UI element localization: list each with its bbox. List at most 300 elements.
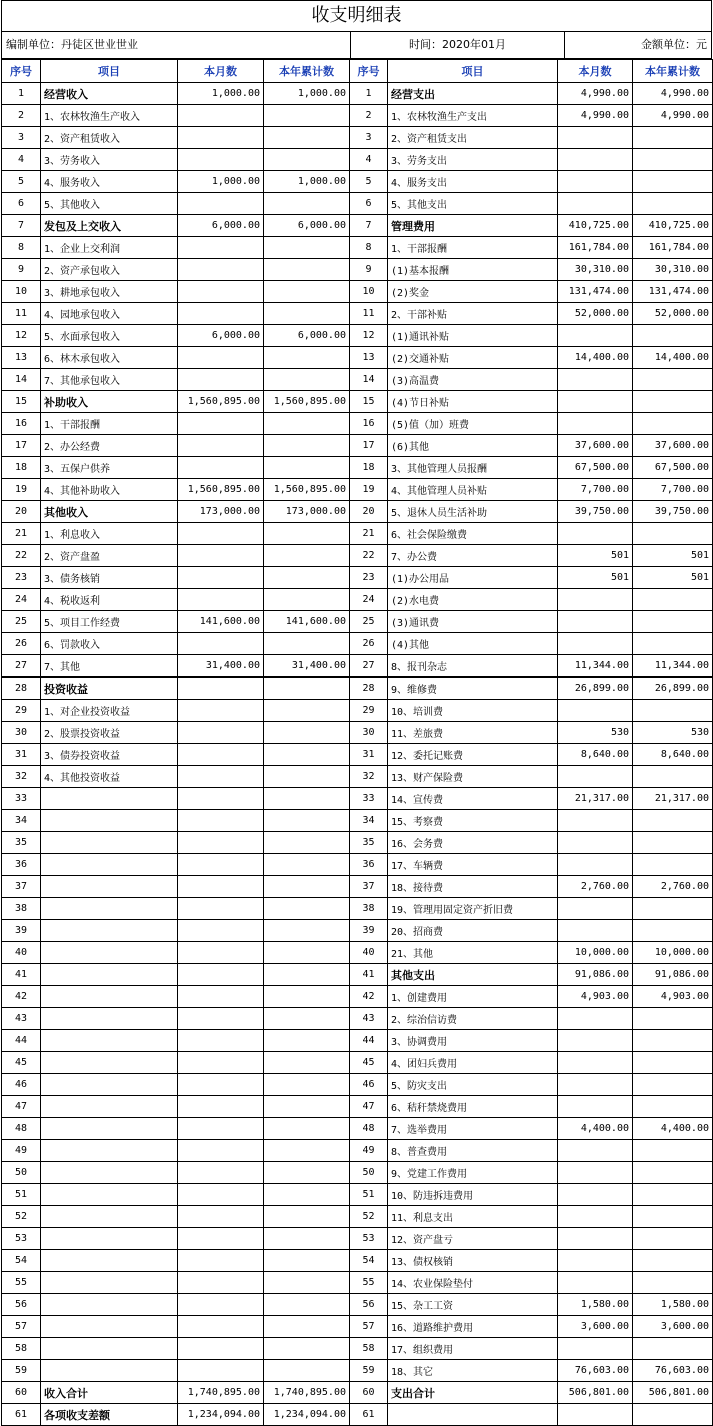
left-ytd-cell: 1,000.00 (264, 171, 350, 193)
right-ytd-cell (633, 1206, 713, 1228)
right-no-cell: 32 (350, 766, 388, 788)
left-no-cell: 19 (2, 479, 41, 501)
table-row (2, 1206, 713, 1228)
right-item-cell: (6)其他 (388, 435, 558, 457)
right-no-cell: 50 (350, 1162, 388, 1184)
left-item-cell (41, 1030, 178, 1052)
left-ytd-cell (264, 303, 350, 325)
right-month-cell (558, 589, 633, 611)
left-item-cell: 5、其他收入 (41, 193, 178, 215)
right-month-cell: 506,801.00 (558, 1382, 633, 1404)
right-month-cell (558, 854, 633, 876)
left-no-cell: 5 (2, 171, 41, 193)
left-no-cell: 47 (2, 1096, 41, 1118)
right-item-cell: 12、资产盘亏 (388, 1228, 558, 1250)
right-item-cell: (4)节日补贴 (388, 391, 558, 413)
right-no-cell: 4 (350, 149, 388, 171)
right-no-cell: 43 (350, 1008, 388, 1030)
left-month-cell: 6,000.00 (178, 325, 264, 347)
left-no-cell: 24 (2, 589, 41, 611)
table-row (2, 347, 713, 369)
right-ytd-cell (633, 1074, 713, 1096)
right-item-cell: 2、资产租赁支出 (388, 127, 558, 149)
right-month-cell (558, 127, 633, 149)
right-item-cell: 15、考察费 (388, 810, 558, 832)
right-month-cell: 8,640.00 (558, 744, 633, 766)
left-ytd-cell (264, 986, 350, 1008)
left-no-cell: 43 (2, 1008, 41, 1030)
left-no-cell: 28 (2, 677, 41, 700)
left-ytd-cell (264, 633, 350, 655)
right-ytd-cell: 39,750.00 (633, 501, 713, 523)
right-ytd-cell (633, 832, 713, 854)
left-item-cell: 各项收支差额 (41, 1404, 178, 1426)
table-row (2, 1250, 713, 1272)
table-row (2, 1184, 713, 1206)
right-no-cell: 52 (350, 1206, 388, 1228)
right-no-cell: 24 (350, 589, 388, 611)
left-no-cell: 42 (2, 986, 41, 1008)
right-no-cell: 44 (350, 1030, 388, 1052)
right-month-cell (558, 766, 633, 788)
table-row (2, 633, 713, 655)
left-no-cell: 3 (2, 127, 41, 149)
right-month-cell: 30,310.00 (558, 259, 633, 281)
left-item-cell (41, 1008, 178, 1030)
right-month-cell: 161,784.00 (558, 237, 633, 259)
left-item-cell: 收入合计 (41, 1382, 178, 1404)
left-item-cell: 4、园地承包收入 (41, 303, 178, 325)
left-ytd-cell (264, 1316, 350, 1338)
table-body (2, 83, 713, 1426)
right-no-cell: 13 (350, 347, 388, 369)
left-item-cell (41, 1338, 178, 1360)
right-month-cell (558, 1140, 633, 1162)
left-month-cell (178, 413, 264, 435)
right-ytd-cell: 52,000.00 (633, 303, 713, 325)
left-ytd-cell: 1,560,895.00 (264, 479, 350, 501)
left-item-cell (41, 876, 178, 898)
left-ytd-cell: 6,000.00 (264, 325, 350, 347)
right-no-cell: 6 (350, 193, 388, 215)
left-ytd-cell (264, 347, 350, 369)
right-month-cell (558, 413, 633, 435)
table-row (2, 942, 713, 964)
right-item-cell: 5、防灾支出 (388, 1074, 558, 1096)
left-ytd-cell (264, 457, 350, 479)
right-no-cell: 5 (350, 171, 388, 193)
right-month-cell: 91,086.00 (558, 964, 633, 986)
right-month-cell (558, 611, 633, 633)
table-row (2, 655, 713, 678)
table-row (2, 810, 713, 832)
right-ytd-cell: 91,086.00 (633, 964, 713, 986)
right-ytd-cell: 76,603.00 (633, 1360, 713, 1382)
right-item-cell: (1)办公用品 (388, 567, 558, 589)
right-ytd-cell (633, 171, 713, 193)
left-no-cell: 51 (2, 1184, 41, 1206)
left-ytd-cell (264, 523, 350, 545)
right-ytd-cell: 4,990.00 (633, 83, 713, 105)
right-no-cell: 60 (350, 1382, 388, 1404)
left-month-cell (178, 1294, 264, 1316)
left-ytd-cell (264, 722, 350, 744)
right-ytd-cell (633, 1272, 713, 1294)
right-item-cell: 17、车辆费 (388, 854, 558, 876)
right-item-cell: 13、财产保险费 (388, 766, 558, 788)
left-ytd-cell (264, 567, 350, 589)
table-row (2, 964, 713, 986)
left-no-cell: 40 (2, 942, 41, 964)
right-item-cell: 6、秸秆禁烧费用 (388, 1096, 558, 1118)
right-item-cell: 19、管理用固定资产折旧费 (388, 898, 558, 920)
right-ytd-cell: 21,317.00 (633, 788, 713, 810)
right-item-cell: 管理费用 (388, 215, 558, 237)
left-month-cell: 1,560,895.00 (178, 391, 264, 413)
right-ytd-cell (633, 766, 713, 788)
statement-sheet (1, 0, 712, 1426)
left-item-cell (41, 1228, 178, 1250)
table-row (2, 1052, 713, 1074)
left-ytd-cell (264, 1294, 350, 1316)
right-item-cell: 经营支出 (388, 83, 558, 105)
right-ytd-cell (633, 1338, 713, 1360)
left-month-cell (178, 1250, 264, 1272)
left-item-cell (41, 1162, 178, 1184)
right-ytd-cell: 3,600.00 (633, 1316, 713, 1338)
right-month-cell: 76,603.00 (558, 1360, 633, 1382)
left-month-cell (178, 369, 264, 391)
right-no-cell: 53 (350, 1228, 388, 1250)
left-item-cell: 6、罚款收入 (41, 633, 178, 655)
table-row (2, 435, 713, 457)
table-row (2, 1228, 713, 1250)
right-no-cell: 45 (350, 1052, 388, 1074)
right-no-cell: 38 (350, 898, 388, 920)
left-month-cell (178, 1206, 264, 1228)
table-row (2, 611, 713, 633)
left-item-cell (41, 986, 178, 1008)
right-month-cell: 4,990.00 (558, 83, 633, 105)
left-month-cell: 1,560,895.00 (178, 479, 264, 501)
left-no-cell: 12 (2, 325, 41, 347)
right-no-cell: 26 (350, 633, 388, 655)
left-item-cell (41, 832, 178, 854)
left-item-cell (41, 1206, 178, 1228)
detail-table (1, 59, 713, 1426)
left-ytd-cell (264, 766, 350, 788)
left-month-cell (178, 788, 264, 810)
right-ytd-cell: 1,580.00 (633, 1294, 713, 1316)
table-row (2, 479, 713, 501)
table-row (2, 854, 713, 876)
right-month-cell (558, 1008, 633, 1030)
right-ytd-cell (633, 149, 713, 171)
table-row (2, 589, 713, 611)
left-ytd-cell: 1,000.00 (264, 83, 350, 105)
left-item-cell: 3、耕地承包收入 (41, 281, 178, 303)
left-month-cell (178, 1052, 264, 1074)
left-month-cell (178, 744, 264, 766)
left-ytd-cell: 1,560,895.00 (264, 391, 350, 413)
right-ytd-cell: 161,784.00 (633, 237, 713, 259)
left-ytd-cell (264, 369, 350, 391)
right-ytd-cell: 501 (633, 567, 713, 589)
right-item-cell: 5、退休人员生活补助 (388, 501, 558, 523)
right-item-cell: 6、社会保险缴费 (388, 523, 558, 545)
right-no-cell: 23 (350, 567, 388, 589)
right-no-cell: 57 (350, 1316, 388, 1338)
left-item-cell: 5、水面承包收入 (41, 325, 178, 347)
table-row (2, 1404, 713, 1426)
right-month-cell: 39,750.00 (558, 501, 633, 523)
left-no-cell: 21 (2, 523, 41, 545)
right-month-cell (558, 325, 633, 347)
right-item-cell: 20、招商费 (388, 920, 558, 942)
left-month-cell (178, 920, 264, 942)
right-month-cell: 7,700.00 (558, 479, 633, 501)
header-right-item: 项目 (388, 60, 558, 83)
table-row (2, 237, 713, 259)
right-month-cell: 52,000.00 (558, 303, 633, 325)
right-month-cell (558, 920, 633, 942)
right-no-cell: 28 (350, 677, 388, 700)
right-no-cell: 20 (350, 501, 388, 523)
right-no-cell: 36 (350, 854, 388, 876)
right-ytd-cell: 410,725.00 (633, 215, 713, 237)
right-month-cell (558, 391, 633, 413)
right-ytd-cell: 4,903.00 (633, 986, 713, 1008)
right-no-cell: 55 (350, 1272, 388, 1294)
left-item-cell: 发包及上交收入 (41, 215, 178, 237)
left-ytd-cell (264, 1118, 350, 1140)
left-no-cell: 31 (2, 744, 41, 766)
right-month-cell (558, 1074, 633, 1096)
right-item-cell: 其他支出 (388, 964, 558, 986)
right-month-cell: 11,344.00 (558, 655, 633, 678)
right-no-cell: 8 (350, 237, 388, 259)
left-ytd-cell (264, 1228, 350, 1250)
table-row (2, 744, 713, 766)
left-item-cell (41, 788, 178, 810)
left-item-cell (41, 854, 178, 876)
right-ytd-cell: 2,760.00 (633, 876, 713, 898)
right-no-cell: 37 (350, 876, 388, 898)
table-row (2, 501, 713, 523)
left-no-cell: 4 (2, 149, 41, 171)
left-no-cell: 27 (2, 655, 41, 678)
right-month-cell (558, 369, 633, 391)
right-item-cell: 4、其他管理人员补贴 (388, 479, 558, 501)
left-month-cell (178, 127, 264, 149)
table-row (2, 1030, 713, 1052)
left-no-cell: 39 (2, 920, 41, 942)
right-month-cell (558, 1250, 633, 1272)
left-item-cell: 5、项目工作经费 (41, 611, 178, 633)
right-ytd-cell (633, 1030, 713, 1052)
table-row (2, 127, 713, 149)
left-month-cell (178, 1316, 264, 1338)
right-month-cell (558, 898, 633, 920)
table-row (2, 193, 713, 215)
right-ytd-cell (633, 127, 713, 149)
left-ytd-cell (264, 149, 350, 171)
table-row (2, 457, 713, 479)
left-no-cell: 44 (2, 1030, 41, 1052)
left-no-cell: 56 (2, 1294, 41, 1316)
right-no-cell: 17 (350, 435, 388, 457)
left-month-cell (178, 876, 264, 898)
right-month-cell: 14,400.00 (558, 347, 633, 369)
right-no-cell: 7 (350, 215, 388, 237)
right-month-cell (558, 1338, 633, 1360)
right-month-cell: 1,580.00 (558, 1294, 633, 1316)
left-item-cell: 2、资产盘盈 (41, 545, 178, 567)
left-item-cell: 3、债务核销 (41, 567, 178, 589)
left-ytd-cell (264, 876, 350, 898)
right-month-cell (558, 633, 633, 655)
table-row (2, 898, 713, 920)
left-ytd-cell (264, 1360, 350, 1382)
left-month-cell (178, 435, 264, 457)
left-ytd-cell (264, 1140, 350, 1162)
right-item-cell: 21、其他 (388, 942, 558, 964)
right-item-cell: 14、农业保险垫付 (388, 1272, 558, 1294)
right-item-cell: (2)交通补贴 (388, 347, 558, 369)
left-no-cell: 1 (2, 83, 41, 105)
left-month-cell (178, 567, 264, 589)
left-no-cell: 15 (2, 391, 41, 413)
right-item-cell: (5)值（加）班费 (388, 413, 558, 435)
left-item-cell: 其他收入 (41, 501, 178, 523)
right-month-cell (558, 832, 633, 854)
left-month-cell (178, 1228, 264, 1250)
left-month-cell (178, 281, 264, 303)
left-item-cell (41, 1316, 178, 1338)
table-row (2, 413, 713, 435)
left-item-cell: 2、资产承包收入 (41, 259, 178, 281)
left-month-cell (178, 854, 264, 876)
right-item-cell: 16、道路维护费用 (388, 1316, 558, 1338)
left-item-cell: 6、林木承包收入 (41, 347, 178, 369)
right-ytd-cell: 30,310.00 (633, 259, 713, 281)
right-no-cell: 14 (350, 369, 388, 391)
currency-unit: 金额单位：元 (641, 38, 707, 51)
left-item-cell: 3、五保户供养 (41, 457, 178, 479)
right-item-cell: 9、党建工作费用 (388, 1162, 558, 1184)
left-month-cell (178, 1184, 264, 1206)
table-row (2, 1294, 713, 1316)
left-month-cell (178, 942, 264, 964)
left-ytd-cell (264, 259, 350, 281)
table-row (2, 1118, 713, 1140)
left-no-cell: 6 (2, 193, 41, 215)
right-item-cell: 4、团妇兵费用 (388, 1052, 558, 1074)
left-item-cell (41, 810, 178, 832)
right-item-cell: 3、其他管理人员报酬 (388, 457, 558, 479)
table-row (2, 215, 713, 237)
left-no-cell: 33 (2, 788, 41, 810)
right-ytd-cell: 67,500.00 (633, 457, 713, 479)
header-left-month: 本月数 (178, 60, 264, 83)
right-ytd-cell: 26,899.00 (633, 677, 713, 700)
left-month-cell (178, 810, 264, 832)
table-row (2, 1074, 713, 1096)
right-ytd-cell (633, 1140, 713, 1162)
left-item-cell (41, 1250, 178, 1272)
left-month-cell (178, 1140, 264, 1162)
right-month-cell: 131,474.00 (558, 281, 633, 303)
right-no-cell: 9 (350, 259, 388, 281)
table-row (2, 766, 713, 788)
table-row (2, 1140, 713, 1162)
table-row (2, 788, 713, 810)
left-month-cell (178, 457, 264, 479)
left-no-cell: 60 (2, 1382, 41, 1404)
left-ytd-cell (264, 237, 350, 259)
table-row (2, 876, 713, 898)
table-row (2, 1272, 713, 1294)
right-item-cell: 2、综治信访费 (388, 1008, 558, 1030)
left-month-cell (178, 633, 264, 655)
table-row (2, 700, 713, 722)
left-item-cell: 经营收入 (41, 83, 178, 105)
left-month-cell (178, 1272, 264, 1294)
right-no-cell: 54 (350, 1250, 388, 1272)
left-no-cell: 37 (2, 876, 41, 898)
left-month-cell (178, 1118, 264, 1140)
right-month-cell: 4,400.00 (558, 1118, 633, 1140)
right-item-cell: 12、委托记账费 (388, 744, 558, 766)
table-row (2, 1316, 713, 1338)
right-month-cell (558, 1030, 633, 1052)
left-no-cell: 11 (2, 303, 41, 325)
left-no-cell: 22 (2, 545, 41, 567)
header-left-item: 项目 (41, 60, 178, 83)
right-item-cell: 1、干部报酬 (388, 237, 558, 259)
right-no-cell: 19 (350, 479, 388, 501)
right-month-cell: 530 (558, 722, 633, 744)
table-row (2, 171, 713, 193)
left-item-cell: 1、干部报酬 (41, 413, 178, 435)
right-item-cell: 13、债权核销 (388, 1250, 558, 1272)
table-row (2, 1360, 713, 1382)
right-month-cell: 4,990.00 (558, 105, 633, 127)
right-item-cell: 14、宣传费 (388, 788, 558, 810)
right-no-cell: 58 (350, 1338, 388, 1360)
right-ytd-cell (633, 633, 713, 655)
left-ytd-cell (264, 1184, 350, 1206)
right-ytd-cell (633, 1184, 713, 1206)
right-item-cell: 11、利息支出 (388, 1206, 558, 1228)
right-no-cell: 46 (350, 1074, 388, 1096)
left-month-cell (178, 105, 264, 127)
right-item-cell: 18、接待费 (388, 876, 558, 898)
header-left-no: 序号 (2, 60, 41, 83)
left-month-cell: 1,740,895.00 (178, 1382, 264, 1404)
left-ytd-cell: 1,234,094.00 (264, 1404, 350, 1426)
reporting-unit: 编制单位：丹徒区世业世业 (2, 32, 351, 58)
left-month-cell (178, 898, 264, 920)
header-right-month: 本月数 (558, 60, 633, 83)
table-row (2, 523, 713, 545)
left-month-cell: 1,234,094.00 (178, 1404, 264, 1426)
right-no-cell: 21 (350, 523, 388, 545)
left-ytd-cell (264, 1052, 350, 1074)
right-item-cell: (3)高温费 (388, 369, 558, 391)
right-no-cell: 25 (350, 611, 388, 633)
left-month-cell: 31,400.00 (178, 655, 264, 678)
